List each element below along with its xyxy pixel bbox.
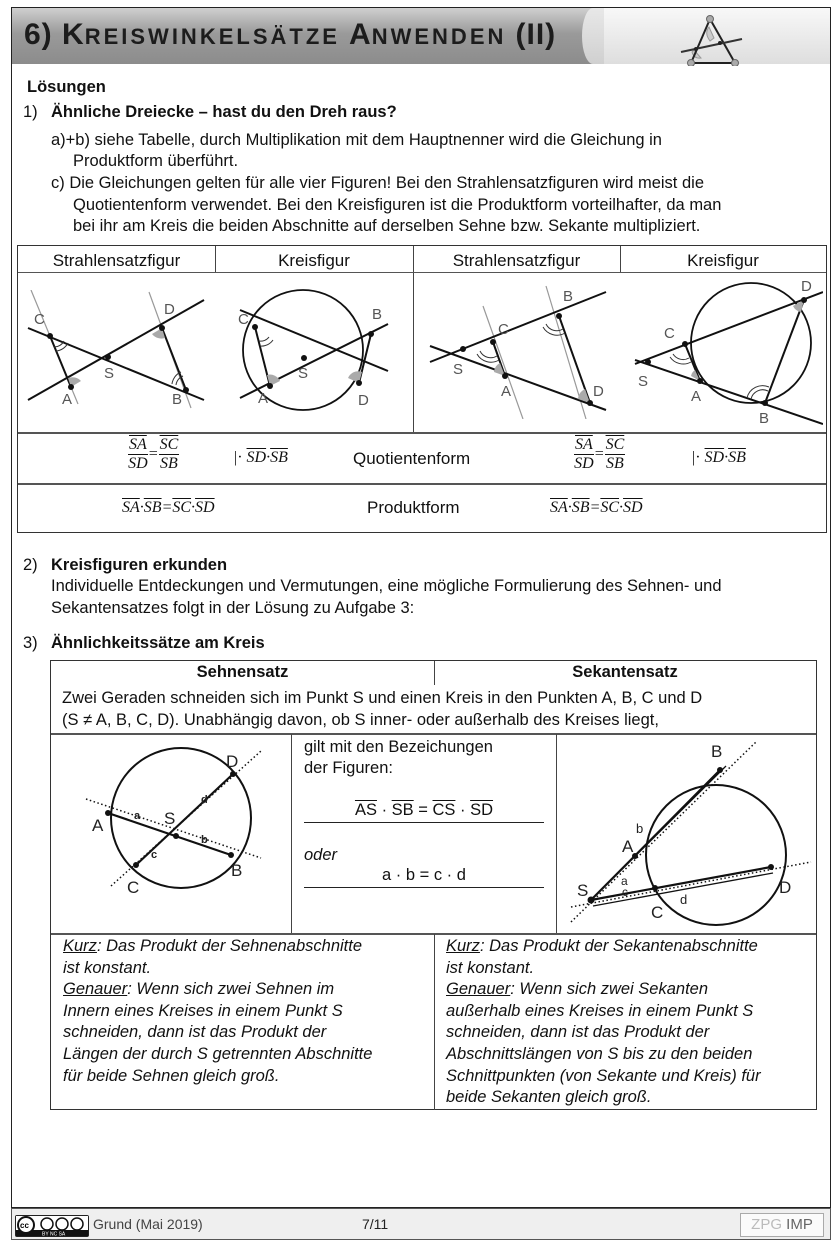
divider — [620, 246, 621, 273]
label-s: S — [298, 365, 309, 382]
header-kreisfigur-2: Kreisfigur — [687, 251, 759, 270]
segment-d: d — [680, 892, 688, 907]
segment-a: a — [134, 810, 141, 822]
task2-line2: Sekantensatzes folgt in der Lösung zu Aufgabe 3: — [51, 599, 415, 617]
label-d: D — [164, 301, 175, 318]
produktform-label: Produktform — [367, 498, 460, 517]
task2-number: 2) — [23, 556, 38, 574]
segment-c: c — [151, 849, 158, 861]
label-c: C — [498, 321, 509, 338]
circle-theorems-table — [50, 660, 817, 1110]
sekantensatz-figure — [566, 737, 816, 932]
svg-text:cc: cc — [20, 1221, 29, 1230]
label-b: B — [711, 742, 723, 761]
page-number: 7/11 — [362, 1216, 389, 1232]
task2-line1: Individuelle Entdeckungen und Vermutungen, eine mögliche Formulierung des Sehnen- und — [51, 577, 722, 595]
task1-c-line1: c) Die Gleichungen gelten für alle vier Figuren! Bei den Strahlensatzfiguren wird meist die — [51, 174, 704, 192]
quotient-equation-2: $\frac{\overline{SA}}{SD}$ = $\frac{\overline{SC}}{SB}$ — [574, 436, 625, 472]
segment-a: a — [621, 874, 628, 888]
label-c: C — [127, 878, 140, 897]
header-kreisfigur-1: Kreisfigur — [278, 251, 350, 270]
svg-text:BY NC SA: BY NC SA — [42, 1231, 66, 1236]
sehnensatz-figure — [81, 741, 271, 901]
intro-line2: (S ≠ A, B, C, D). Unabhängig davon, ob S inner- oder außerhalb des Kreises liegt, — [62, 711, 659, 729]
task2-title: Kreisfiguren erkunden — [51, 556, 228, 574]
label-b: B — [563, 288, 574, 305]
label-a: A — [62, 391, 73, 408]
label-s: S — [164, 809, 176, 828]
label-d: D — [593, 383, 604, 400]
divider — [434, 934, 435, 1110]
label-b: B — [231, 861, 243, 880]
label-a: A — [691, 388, 702, 405]
middle-line1: gilt mit den Bezeichungen — [304, 738, 493, 756]
label-a: A — [92, 816, 104, 835]
page-footer — [11, 1208, 831, 1240]
header-strahlensatzfigur-1: Strahlensatzfigur — [52, 251, 181, 270]
header-strahlensatzfigur-2: Strahlensatzfigur — [452, 251, 581, 270]
segment-c: c — [622, 885, 628, 899]
strahlensatz-figure-v — [428, 284, 608, 419]
cc-by-nc-sa-icon — [15, 1215, 89, 1237]
label-c: C — [238, 311, 249, 328]
task3-title: Ähnlichkeitssätze am Kreis — [51, 634, 265, 652]
label-d: D — [779, 878, 792, 897]
segment-b: b — [636, 821, 644, 836]
triangle-with-secant-icon — [672, 14, 762, 66]
quotientenform-label: Quotientenform — [353, 449, 471, 468]
task1-ab-line2: Produktform überführt. — [73, 152, 239, 170]
label-s: S — [453, 361, 464, 378]
strahlensatz-figure-x — [26, 290, 206, 410]
product-equation-1: $\overline{SA}\cdot\overline{SB}=\overline{SC}\cdot\overline{SD}$ — [122, 499, 215, 516]
multiplier-1: |· $\overline{SD}\cdot\overline{SB}$ — [234, 449, 288, 466]
middle-line2: der Figuren: — [304, 759, 393, 777]
label-s: S — [577, 881, 589, 900]
divider — [18, 432, 826, 434]
quotient-equation-1: $\frac{\overline{SA}}{SD}$ = $\frac{\overline{SC}}{SB}$ — [128, 436, 179, 472]
solutions-heading: Lösungen — [27, 78, 106, 96]
segment-b: b — [201, 834, 208, 846]
kreisfigur-outer — [633, 276, 823, 426]
divider — [18, 483, 826, 485]
label-d: D — [358, 392, 369, 409]
divider — [413, 246, 414, 433]
label-a: A — [622, 837, 634, 856]
label-b: B — [372, 306, 383, 323]
multiplier-2: |· $\overline{SD}\cdot\overline{SB}$ — [692, 449, 746, 466]
formula-letters: a · b = c · d — [304, 865, 544, 888]
label-c: C — [651, 903, 664, 922]
similar-triangles-table — [17, 245, 827, 533]
author-date: Grund (Mai 2019) — [93, 1216, 203, 1232]
zpg-imp-logo: ZPG IMP — [740, 1213, 824, 1237]
product-equation-2: $\overline{SA}\cdot\overline{SB}=\overline{SC}\cdot\overline{SD}$ — [550, 499, 643, 516]
divider — [434, 661, 435, 685]
label-a: A — [501, 383, 512, 400]
header-sekantensatz: Sekantensatz — [572, 663, 678, 681]
label-d: D — [226, 752, 239, 771]
sehnensatz-description: Kurz: Das Produkt der Sehnenabschnitte ist konstant. Genauer: Wenn sich zwei Sehnen im Innern eines Kreises in einem Punkt S schneiden, dann ist das Produkt der Längen der durch S getrennten Abschnitte für beide Sehnen gleich groß. — [63, 937, 373, 1085]
task1-c-line2: Quotientenform verwendet. Bei den Kreisfiguren ist die Produktform vorteilhafter, da man — [73, 196, 722, 214]
formula-segments: $\overline{AS} \cdot \overline{SB} = \overline{CS} \cdot \overline{SD}$ — [304, 800, 544, 823]
task1-ab-line1: a)+b) siehe Tabelle, durch Multiplikation mit dem Hauptnenner wird die Gleichung in — [51, 131, 662, 149]
label-d: D — [801, 278, 812, 295]
intro-line1: Zwei Geraden schneiden sich im Punkt S und einen Kreis in den Punkten A, B, C und D — [62, 689, 703, 707]
divider — [215, 246, 216, 273]
segment-d: d — [201, 794, 208, 806]
label-a: A — [258, 390, 269, 407]
label-c: C — [34, 311, 45, 328]
label-c: C — [664, 325, 675, 342]
label-b: B — [759, 410, 770, 426]
task3-number: 3) — [23, 634, 38, 652]
page-header — [12, 8, 830, 64]
task1-title: Ähnliche Dreiecke – hast du den Dreh raus? — [51, 103, 397, 121]
kreisfigur-inner — [238, 283, 398, 413]
divider — [18, 272, 826, 273]
label-b: B — [172, 391, 183, 408]
label-s: S — [104, 365, 115, 382]
divider — [51, 733, 816, 735]
oder-label: oder — [304, 846, 338, 864]
task1-number: 1) — [23, 103, 38, 121]
label-s: S — [638, 373, 649, 390]
task1-c-line3: bei ihr am Kreis die beiden Abschnitte auf derselben Sehne bzw. Sekante multipliziert. — [73, 217, 701, 235]
divider — [556, 734, 557, 934]
divider — [291, 734, 292, 934]
header-sehnensatz: Sehnensatz — [196, 663, 289, 681]
sekantensatz-description: Kurz: Das Produkt der Sekantenabschnitte ist konstant. Genauer: Wenn sich zwei Sekanten außerhalb eines Kreises in einem Punkt S schneiden, dann ist das Produkt der Abschnittslängen von S bis zu den beiden Schnittpunkten (von Sekante und Kreis) für beide Sekanten gleich groß. — [446, 937, 761, 1107]
page-title: 6) KREISWINKELSÄTZE ANWENDEN (II) — [24, 18, 557, 51]
